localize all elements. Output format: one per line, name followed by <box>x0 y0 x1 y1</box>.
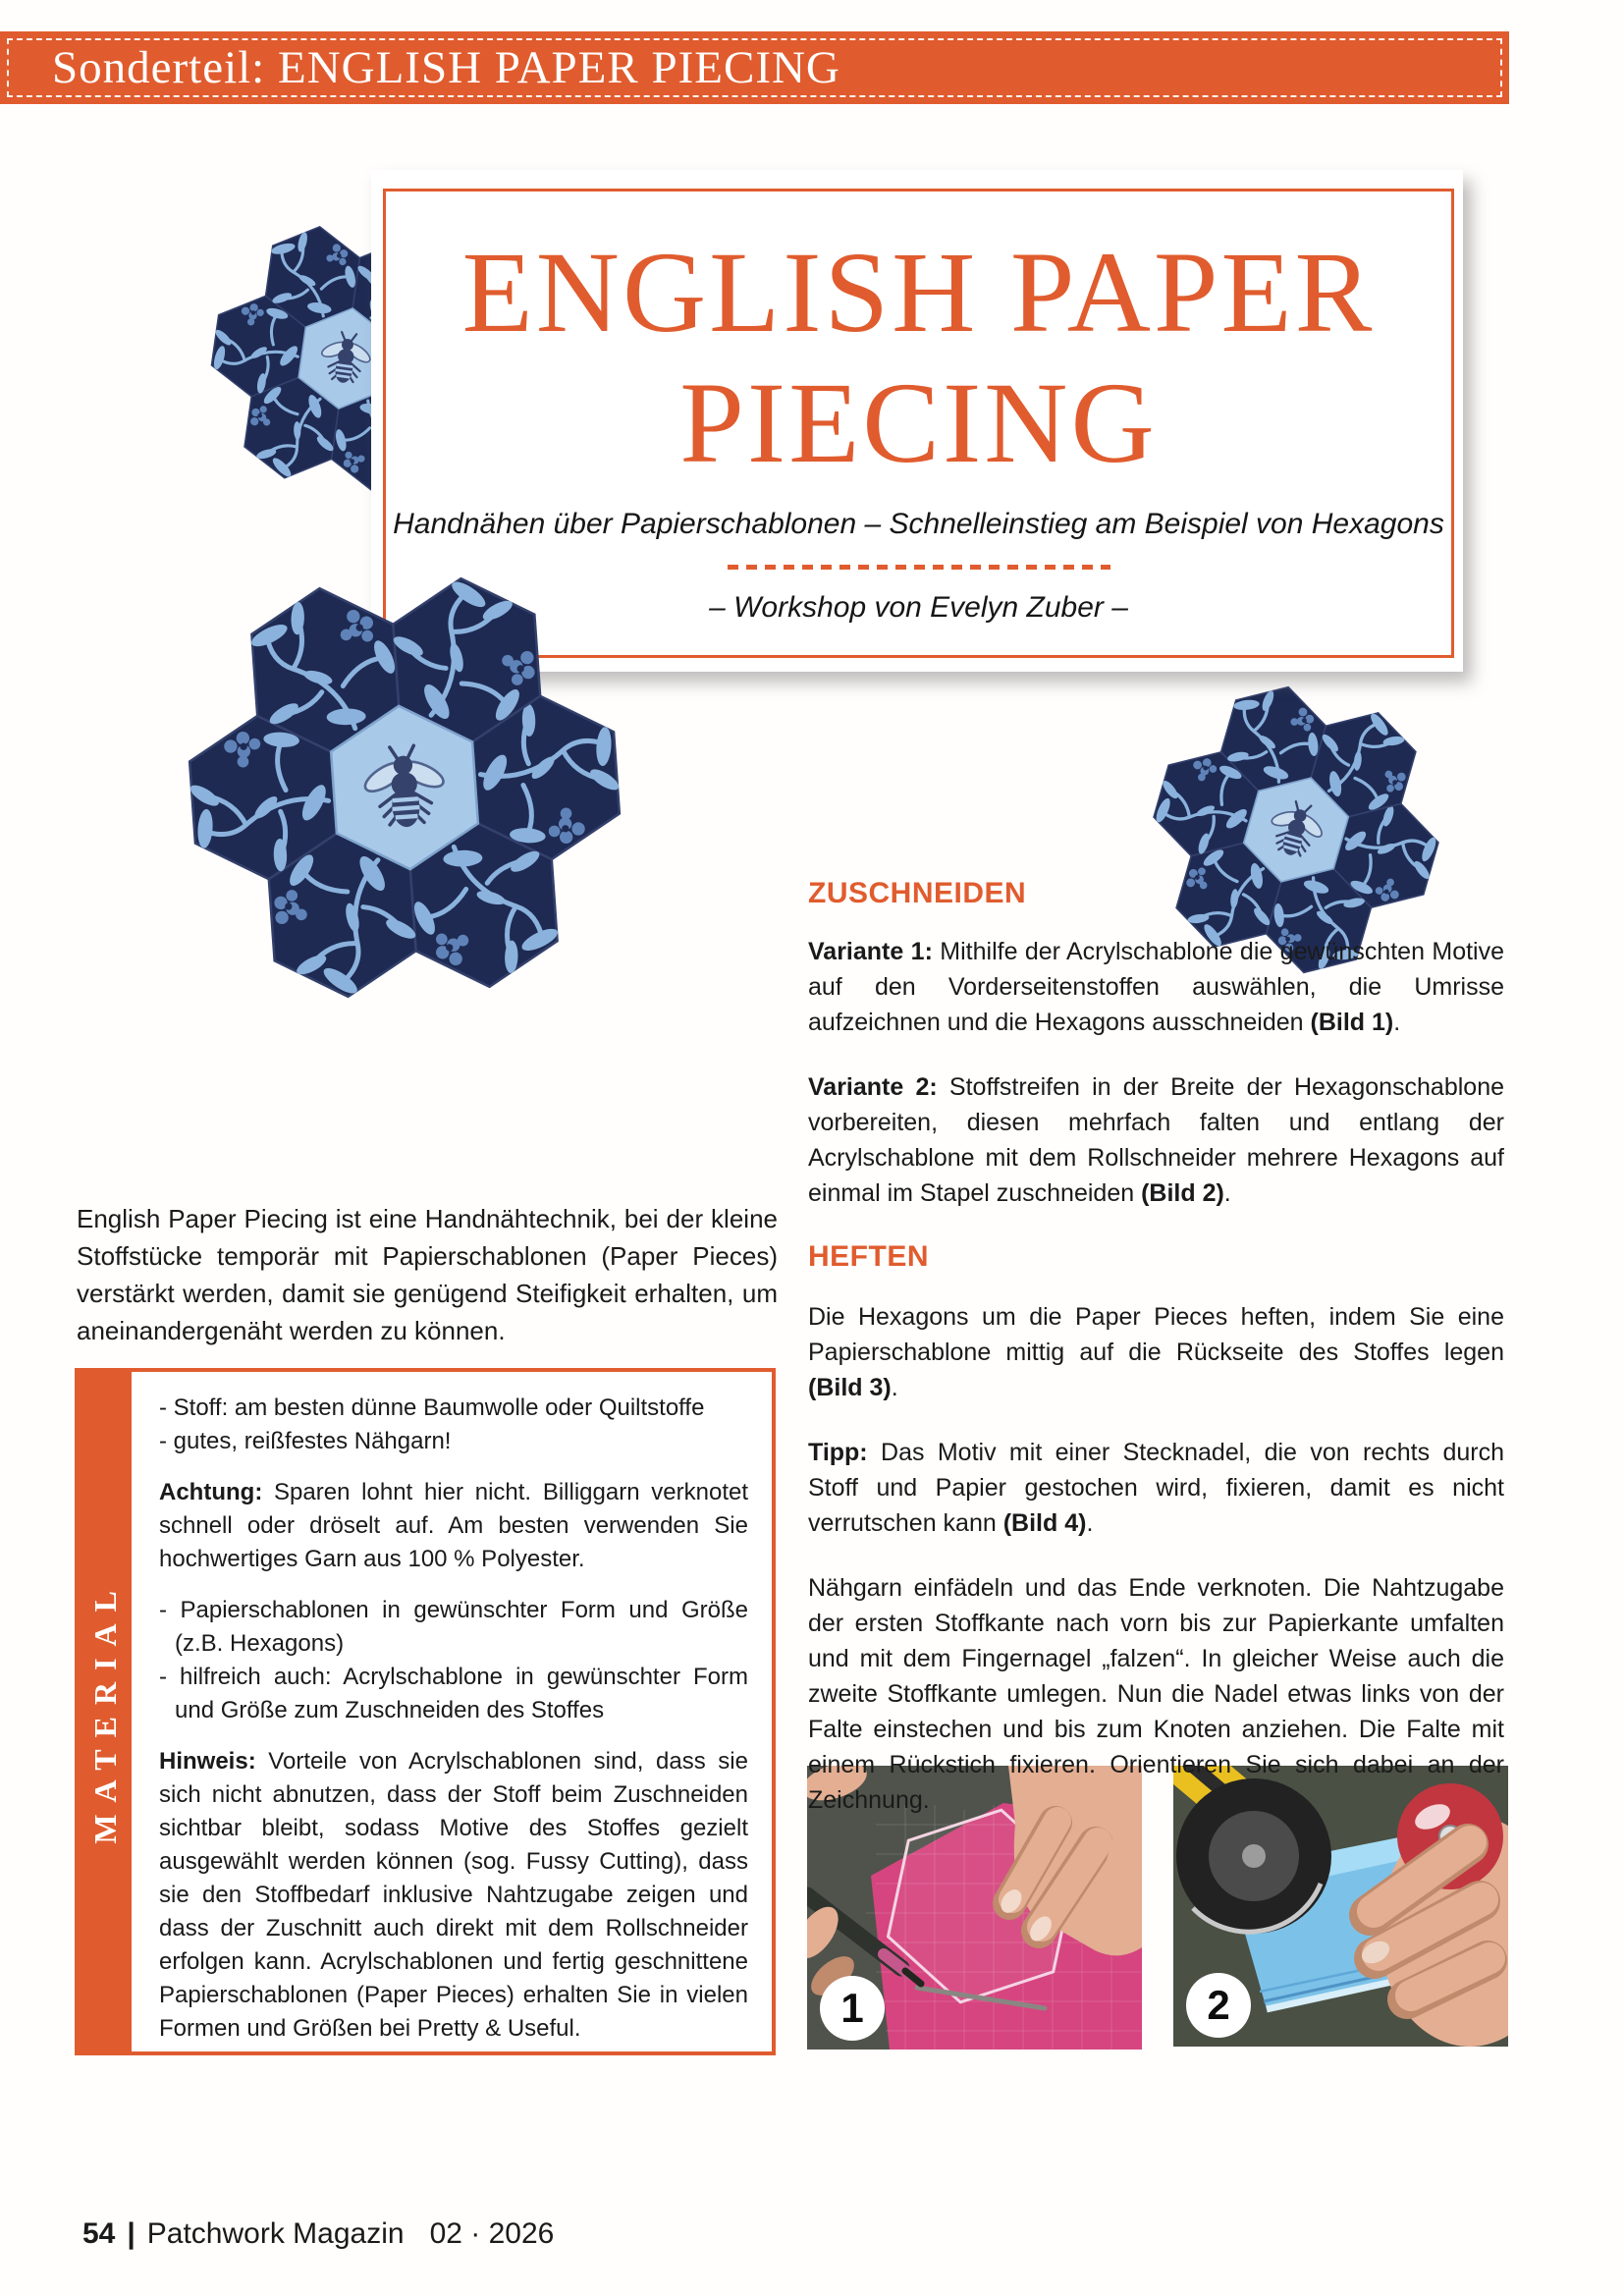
article-title-line1: ENGLISH PAPER <box>461 228 1376 356</box>
hinweis-text: Vorteile von Acrylschablonen sind, dass sie sich nicht abnutzen, dass der Stoff beim Zuschneiden sichtbar bleibt, sodass Motive des Stoffes gezielt ausgewählt werden können (sog. Fussy Cutting), dass sie den Stoffbedarf inklusive Nahtzugabe zeigen und dass der Zuschnitt auch direkt mit dem Rollschneider erfolgen kann. Acrylschablonen und fertig geschnittene Papierschablonen (Paper Pieces) erhalten Sie in vielen Formen und Größen bei Pretty & Useful. <box>159 1748 748 2042</box>
photo-1-number-badge: 1 <box>820 1976 885 2041</box>
variante-2-text: Stoffstreifen in der Breite der Hexagonschablone vorbereiten, diesen mehrfach falten und entlang der Acrylschablone mit dem Rollschneider mehrere Hexagons auf einmal im Stapel zuschneiden <box>808 1073 1505 1207</box>
material-item: - gutes, reißfestes Nähgarn! <box>159 1428 452 1454</box>
page-number: 54 <box>82 2217 116 2250</box>
tipp-lead: Tipp: <box>808 1439 868 1466</box>
dashed-divider <box>728 565 1110 570</box>
banner-dashed-frame <box>7 38 1502 97</box>
intro-paragraph: English Paper Piecing ist eine Handnähtechnik, bei der kleine Stoffstücke temporär mit Papierschablonen (Paper Pieces) verstärkt werden, damit sie genügend Steifigkeit erhalten, um aneinandergenäht werden zu können. <box>77 1204 778 1345</box>
footer-separator: | <box>127 2217 135 2250</box>
article-title-line2: PIECING <box>679 358 1158 487</box>
variante-2-lead: Variante 2: <box>808 1073 938 1101</box>
material-item: - hilfreich auch: Acrylschablone in gewünschter Form und Größe zum Zuschneiden des Stoffes <box>159 1664 748 1723</box>
material-hinweis <box>159 1745 748 2046</box>
material-item: - Stoff: am besten dünne Baumwolle oder Quiltstoffe <box>159 1394 705 1421</box>
paragraph-tipp <box>808 1435 1504 1541</box>
paragraph-variante-1 <box>808 934 1504 1040</box>
material-item: - Papierschablonen in gewünschter Form und Größe (z.B. Hexagons) <box>159 1597 748 1657</box>
tipp-text: Das Motiv mit einer Stecknadel, die von rechts durch Stoff und Papier gestochen wird, fixieren, damit es nicht verrutschen kann <box>808 1439 1504 1537</box>
material-band <box>79 1372 132 2051</box>
article-byline: – Workshop von Evelyn Zuber – <box>709 591 1128 624</box>
variante-2-period: . <box>1223 1179 1231 1207</box>
heading-heften: HEFTEN <box>808 1240 929 1273</box>
bild-2-ref: (Bild 2) <box>1141 1179 1224 1207</box>
material-label: MATERIAL <box>86 1579 123 1844</box>
material-content <box>132 1372 772 2051</box>
bild-4-ref: (Bild 4) <box>1002 1509 1087 1537</box>
material-achtung <box>159 1476 748 1576</box>
photo-2-number-badge: 2 <box>1186 1973 1251 2038</box>
page-footer <box>82 2217 554 2251</box>
section-banner <box>0 31 1509 104</box>
heften-1-text: Die Hexagons um die Paper Pieces heften, indem Sie eine Papierschablone mittig auf die Rückseite des Stoffes legen <box>808 1303 1504 1366</box>
heften-1-period: . <box>891 1374 898 1401</box>
magazine-name: Patchwork Magazin <box>146 2217 405 2250</box>
variante-1-period: . <box>1393 1009 1401 1036</box>
paragraph-heften-1 <box>808 1299 1504 1405</box>
hexagon-flower-icon <box>142 525 667 1050</box>
bild-3-ref: (Bild 3) <box>808 1374 892 1401</box>
issue-number: 02 · 2026 <box>429 2217 555 2250</box>
variante-1-text: Mithilfe der Acrylschablone die gewünschten Motive auf den Vorderseitenstoffen auswählen, die Umrisse aufzeichnen und die Hexagons ausschneiden <box>808 938 1505 1036</box>
material-box <box>75 1368 776 2055</box>
achtung-lead: Achtung: <box>159 1479 263 1505</box>
paragraph-heften-2: Nähgarn einfädeln und das Ende verknoten. Die Nahtzugabe der ersten Stoffkante nach vorn bis zur Papierkante umfalten und mit dem Fingernagel „falzen“. In gleicher Weise auch die zweite Stoffkante umlegen. Nun die Nadel etwas links von der Falte einstechen und bis zum Knoten anziehen. Die Falte mit einem Rückstich fixieren. Orientieren Sie sich dabei an der Zeichnung. <box>808 1574 1504 1814</box>
hinweis-lead: Hinweis: <box>159 1748 256 1775</box>
banner-title: Sonderteil: ENGLISH PAPER PIECING <box>52 42 840 93</box>
variante-1-lead: Variante 1: <box>808 938 933 965</box>
heading-zuschneiden: ZUSCHNEIDEN <box>808 877 1027 909</box>
bild-1-ref: (Bild 1) <box>1310 1009 1394 1036</box>
paragraph-variante-2 <box>808 1069 1504 1211</box>
tipp-period: . <box>1086 1509 1094 1537</box>
achtung-text: Sparen lohnt hier nicht. Billiggarn verknotet schnell oder dröselt auf. Am besten verwenden Sie hochwertiges Garn aus 100 % Polyester. <box>159 1479 748 1572</box>
article-subtitle: Handnähen über Papierschablonen – Schnelleinstieg am Beispiel von Hexagons <box>393 508 1444 540</box>
right-column <box>808 877 1504 1847</box>
